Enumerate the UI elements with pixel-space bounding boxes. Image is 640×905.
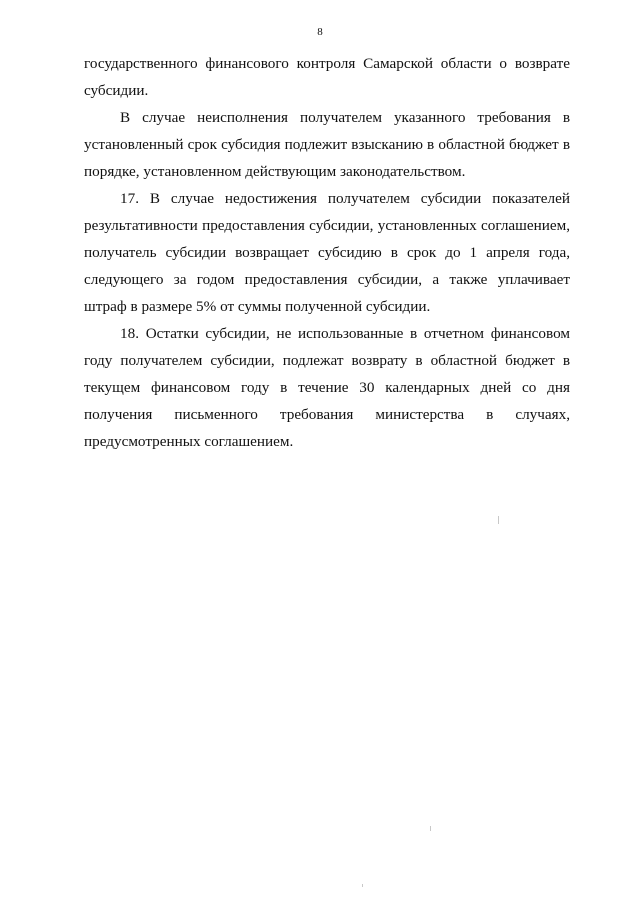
paragraph-continuation: государственного финансового контроля Самарской области о возврате субсидии. (84, 55, 570, 99)
scan-artifact (430, 826, 431, 831)
paragraph-item-17: 17. В случае недостижения получателем субсидии показателей результативности предоставления субсидии, установленных соглашением, получатель субсидии возвращает субсидию в срок до 1 апреля года, следующего за годом предоставления субсидии, а также уплачивает штраф в размере 5% от суммы полученной субсидии. (84, 190, 570, 315)
paragraph-non-fulfillment: В случае неисполнения получателем указанного требования в установленный срок субсидия подлежит взысканию в областной бюджет в порядке, установленном действующим законодательством. (84, 109, 570, 180)
document-body (84, 50, 570, 455)
paragraph-item-18: 18. Остатки субсидии, не использованные в отчетном финансовом году получателем субсидии, подлежат возврату в областной бюджет в текущем финансовом году в течение 30 календарных дней со дня получения письменного требования министерства в случаях, предусмотренных соглашением. (84, 325, 570, 450)
page-number: 8 (317, 26, 323, 38)
scan-artifact (498, 516, 499, 524)
scan-artifact (362, 884, 363, 887)
